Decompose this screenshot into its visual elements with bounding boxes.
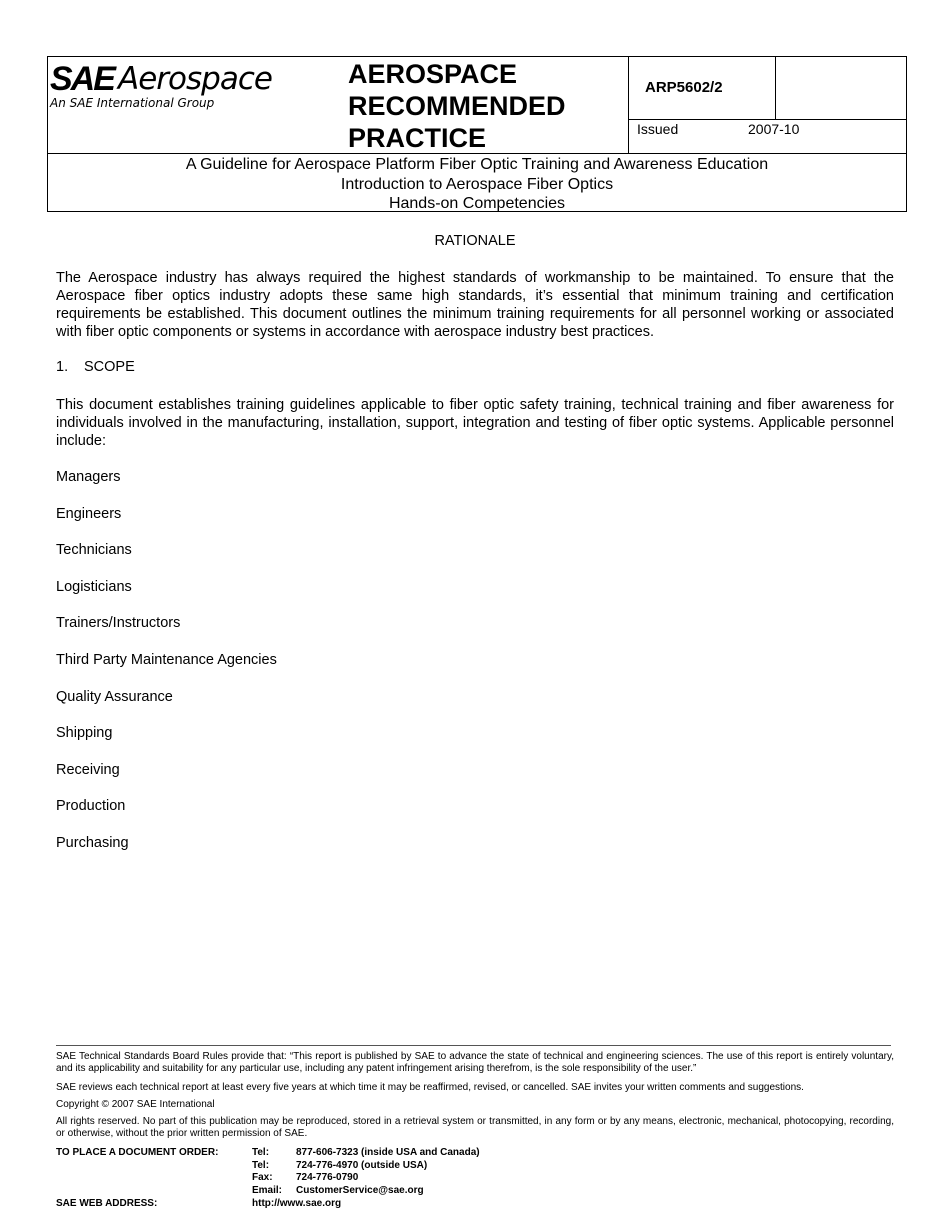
list-item: Logisticians xyxy=(56,578,132,595)
doc-type-line: RECOMMENDED xyxy=(348,91,566,121)
contact-key: Email: xyxy=(252,1184,283,1196)
footer-review-note: SAE reviews each technical report at least every five years at which time it may be reaffirmed, revised, or cancelled. SAE invites your written comments and suggestions. xyxy=(56,1082,804,1093)
footer-board-rules: SAE Technical Standards Board Rules provide that: “This report is published by SAE to advance the state of technical and engineering sciences. The use of this report is entirely voluntary, and its applicability and suitability for any particular use, including any patent infringement arising therefrom, is the sole responsibility of the user.” xyxy=(56,1051,894,1074)
list-item: Trainers/Instructors xyxy=(56,615,181,632)
header-divider xyxy=(775,57,776,119)
contact-value[interactable]: CustomerService@sae.org xyxy=(296,1184,424,1196)
list-item: Purchasing xyxy=(56,834,129,851)
contact-key: Fax: xyxy=(252,1172,273,1183)
section-title: SCOPE xyxy=(84,359,135,375)
contact-row xyxy=(252,1172,358,1184)
web-address-link[interactable]: http://www.sae.org xyxy=(252,1198,342,1209)
contact-value: 724-776-4970 (outside USA) xyxy=(296,1159,428,1171)
document-number: ARP5602/2 xyxy=(645,79,723,96)
section-number: 1. xyxy=(56,359,69,375)
list-item: Shipping xyxy=(56,725,113,742)
list-item: Third Party Maintenance Agencies xyxy=(56,651,277,668)
title-line: Introduction to Aerospace Fiber Optics xyxy=(340,175,614,193)
scope-heading xyxy=(56,359,135,375)
footer-rights: All rights reserved. No part of this publication may be reproduced, stored in a retrieval system or transmitted, in any form or by any means, electronic, mechanical, photocopying, recording, or otherwise, without the prior written permission of SAE. xyxy=(56,1116,894,1139)
web-address-label: SAE WEB ADDRESS: xyxy=(56,1198,158,1209)
sae-aerospace-logo xyxy=(50,61,290,121)
contact-value: 877-606-7323 (inside USA and Canada) xyxy=(296,1147,480,1158)
issued-label: Issued xyxy=(637,121,679,137)
footer-copyright: Copyright © 2007 SAE International xyxy=(56,1099,215,1110)
contact-key: Tel: xyxy=(252,1159,270,1171)
document-header xyxy=(47,56,907,212)
contact-value: 724-776-0790 xyxy=(296,1172,359,1183)
scope-paragraph: This document establishes training guidelines applicable to fiber optic safety training, technical training and fiber awareness for individuals involved in the manufacturing, installation, support, integration and testing of fiber optic systems. Applicable personnel include: xyxy=(56,397,894,449)
list-item: Receiving xyxy=(56,761,120,778)
logo-brand: SAE xyxy=(50,60,114,98)
document-title xyxy=(48,155,906,214)
header-divider xyxy=(628,119,907,120)
document-type xyxy=(348,58,566,154)
rationale-paragraph: The Aerospace industry has always required the highest standards of workmanship to be maintained. To ensure that the Aerospace fiber optics industry adopts these same high standards, it’s essential that minimum training and certification requirements be established. This document outlines the minimum training requirements for all personnel working or associated with fiber optic components or systems in accordance with aerospace industry best practices. xyxy=(56,270,894,340)
doc-type-line: PRACTICE xyxy=(348,123,487,153)
contact-row xyxy=(252,1185,424,1197)
rationale-heading: RATIONALE xyxy=(434,233,516,249)
title-line: Hands-on Competencies xyxy=(388,195,566,212)
list-item: Managers xyxy=(56,469,121,485)
order-label: TO PLACE A DOCUMENT ORDER: xyxy=(56,1147,219,1158)
list-item: Production xyxy=(56,798,126,815)
list-item: Technicians xyxy=(56,542,132,559)
title-line: A Guideline for Aerospace Platform Fiber Optic Training and Awareness Education xyxy=(185,156,769,173)
logo-word: Aerospace xyxy=(118,61,272,97)
list-item: Engineers xyxy=(56,505,122,522)
personnel-list xyxy=(56,468,277,871)
contact-row xyxy=(252,1147,480,1159)
issued-date: 2007-10 xyxy=(748,121,800,137)
doc-type-line: AEROSPACE xyxy=(348,59,518,89)
header-divider xyxy=(628,57,629,153)
contact-row xyxy=(252,1160,427,1172)
list-item: Quality Assurance xyxy=(56,688,173,705)
footer-divider xyxy=(56,1045,891,1046)
logo-tagline: An SAE International Group xyxy=(50,96,215,110)
contact-key: Tel: xyxy=(252,1147,270,1158)
